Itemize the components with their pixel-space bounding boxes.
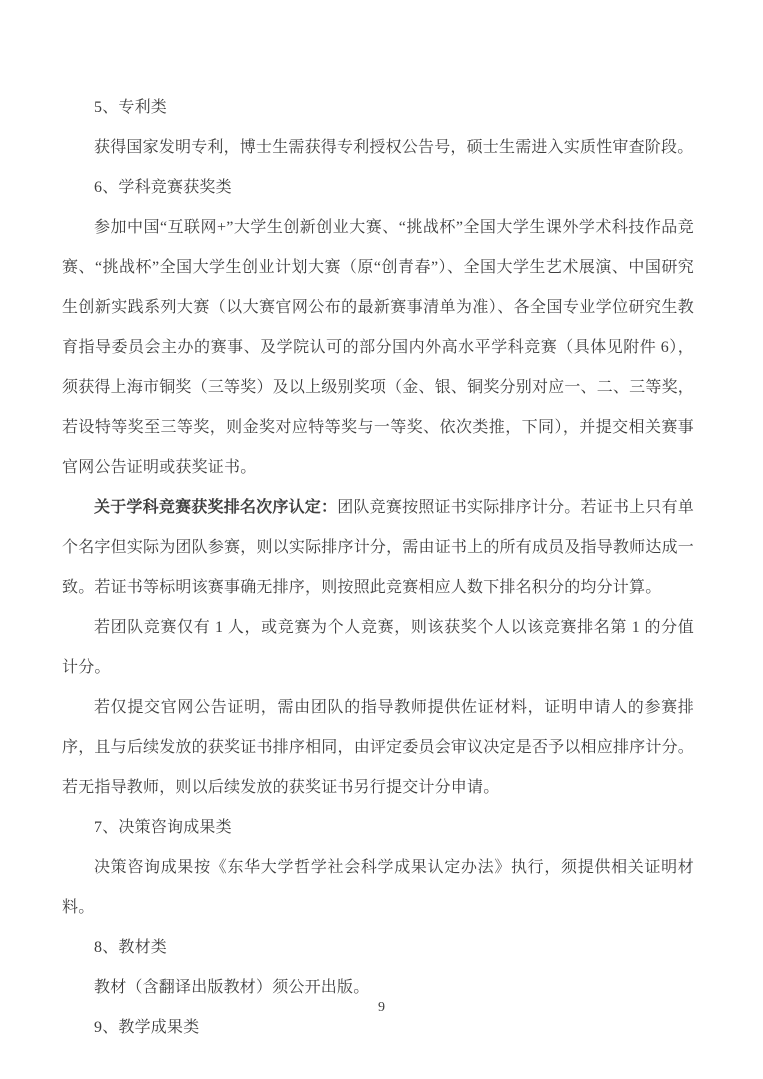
page-footer: [0, 994, 763, 1022]
section-heading-teaching-results: 9、教学成果类: [94, 1019, 200, 1036]
section-heading-competition-awards: 6、学科竞赛获奖类: [94, 179, 232, 196]
section-heading-consulting-results: 7、决策咨询成果类: [94, 819, 232, 836]
paragraph-consulting-rule: 决策咨询成果按《东华大学哲学社会科学成果认定办法》执行，须提供相关证明材料。: [62, 859, 694, 916]
paragraph-competition-scope: 参加中国“互联网+”大学生创新创业大赛、“挑战杯”全国大学生课外学术科技作品竞赛、“挑战杯”全国大学生创业计划大赛（原“创青春”）、全国大学生艺术展演、中国研究生创新实践系列大赛（以大赛官网公布的最新赛事清单为准）、各全国专业学位研究生教育指导委员会主办的赛事、及学院认可的部分国内外高水平学科竞赛（具体见附件 6），须获得上海市铜奖（三等奖）及以上级别奖项（金、银、铜奖分别对应一、二、三等奖，若设特等奖至三等奖，则金奖对应特等奖与一等奖、依次类推，下同），并提交相关赛事官网公告证明或获奖证书。: [62, 219, 694, 476]
document-content: [62, 88, 694, 1048]
ranking-determination-body: 团队竞赛按照证书实际排序计分。若证书上只有单个名字但实际为团队参赛，则以实际排序计分，需由证书上的所有成员及指导教师达成一致。若证书等标明该赛事确无排序，则按照此竞赛相应人数下排名积分的均分计算。: [62, 499, 694, 596]
paragraph-textbook-rule: 教材（含翻译出版教材）须公开出版。: [94, 979, 370, 996]
page-number: 9: [378, 1000, 385, 1015]
paragraph-individual-competition: 若团队竞赛仅有 1 人，或竞赛为个人竞赛，则该获奖个人以该竞赛排名第 1 的分值计分。: [62, 619, 694, 676]
paragraph-official-announcement-proof: 若仅提交官网公告证明，需由团队的指导教师提供佐证材料，证明申请人的参赛排序，且与后续发放的获奖证书排序相同，由评定委员会审议决定是否予以相应排序计分。若无指导教师，则以后续发放的获奖证书另行提交计分申请。: [62, 699, 694, 796]
section-heading-patent: 5、专利类: [94, 99, 168, 116]
section-heading-textbook: 8、教材类: [94, 939, 168, 956]
ranking-determination-bold-lead: 关于学科竞赛获奖排名次序认定：: [94, 499, 338, 516]
paragraph-ranking-determination: [62, 488, 694, 608]
paragraph-patent-rule: 获得国家发明专利，博士生需获得专利授权公告号，硕士生需进入实质性审查阶段。: [94, 139, 694, 156]
